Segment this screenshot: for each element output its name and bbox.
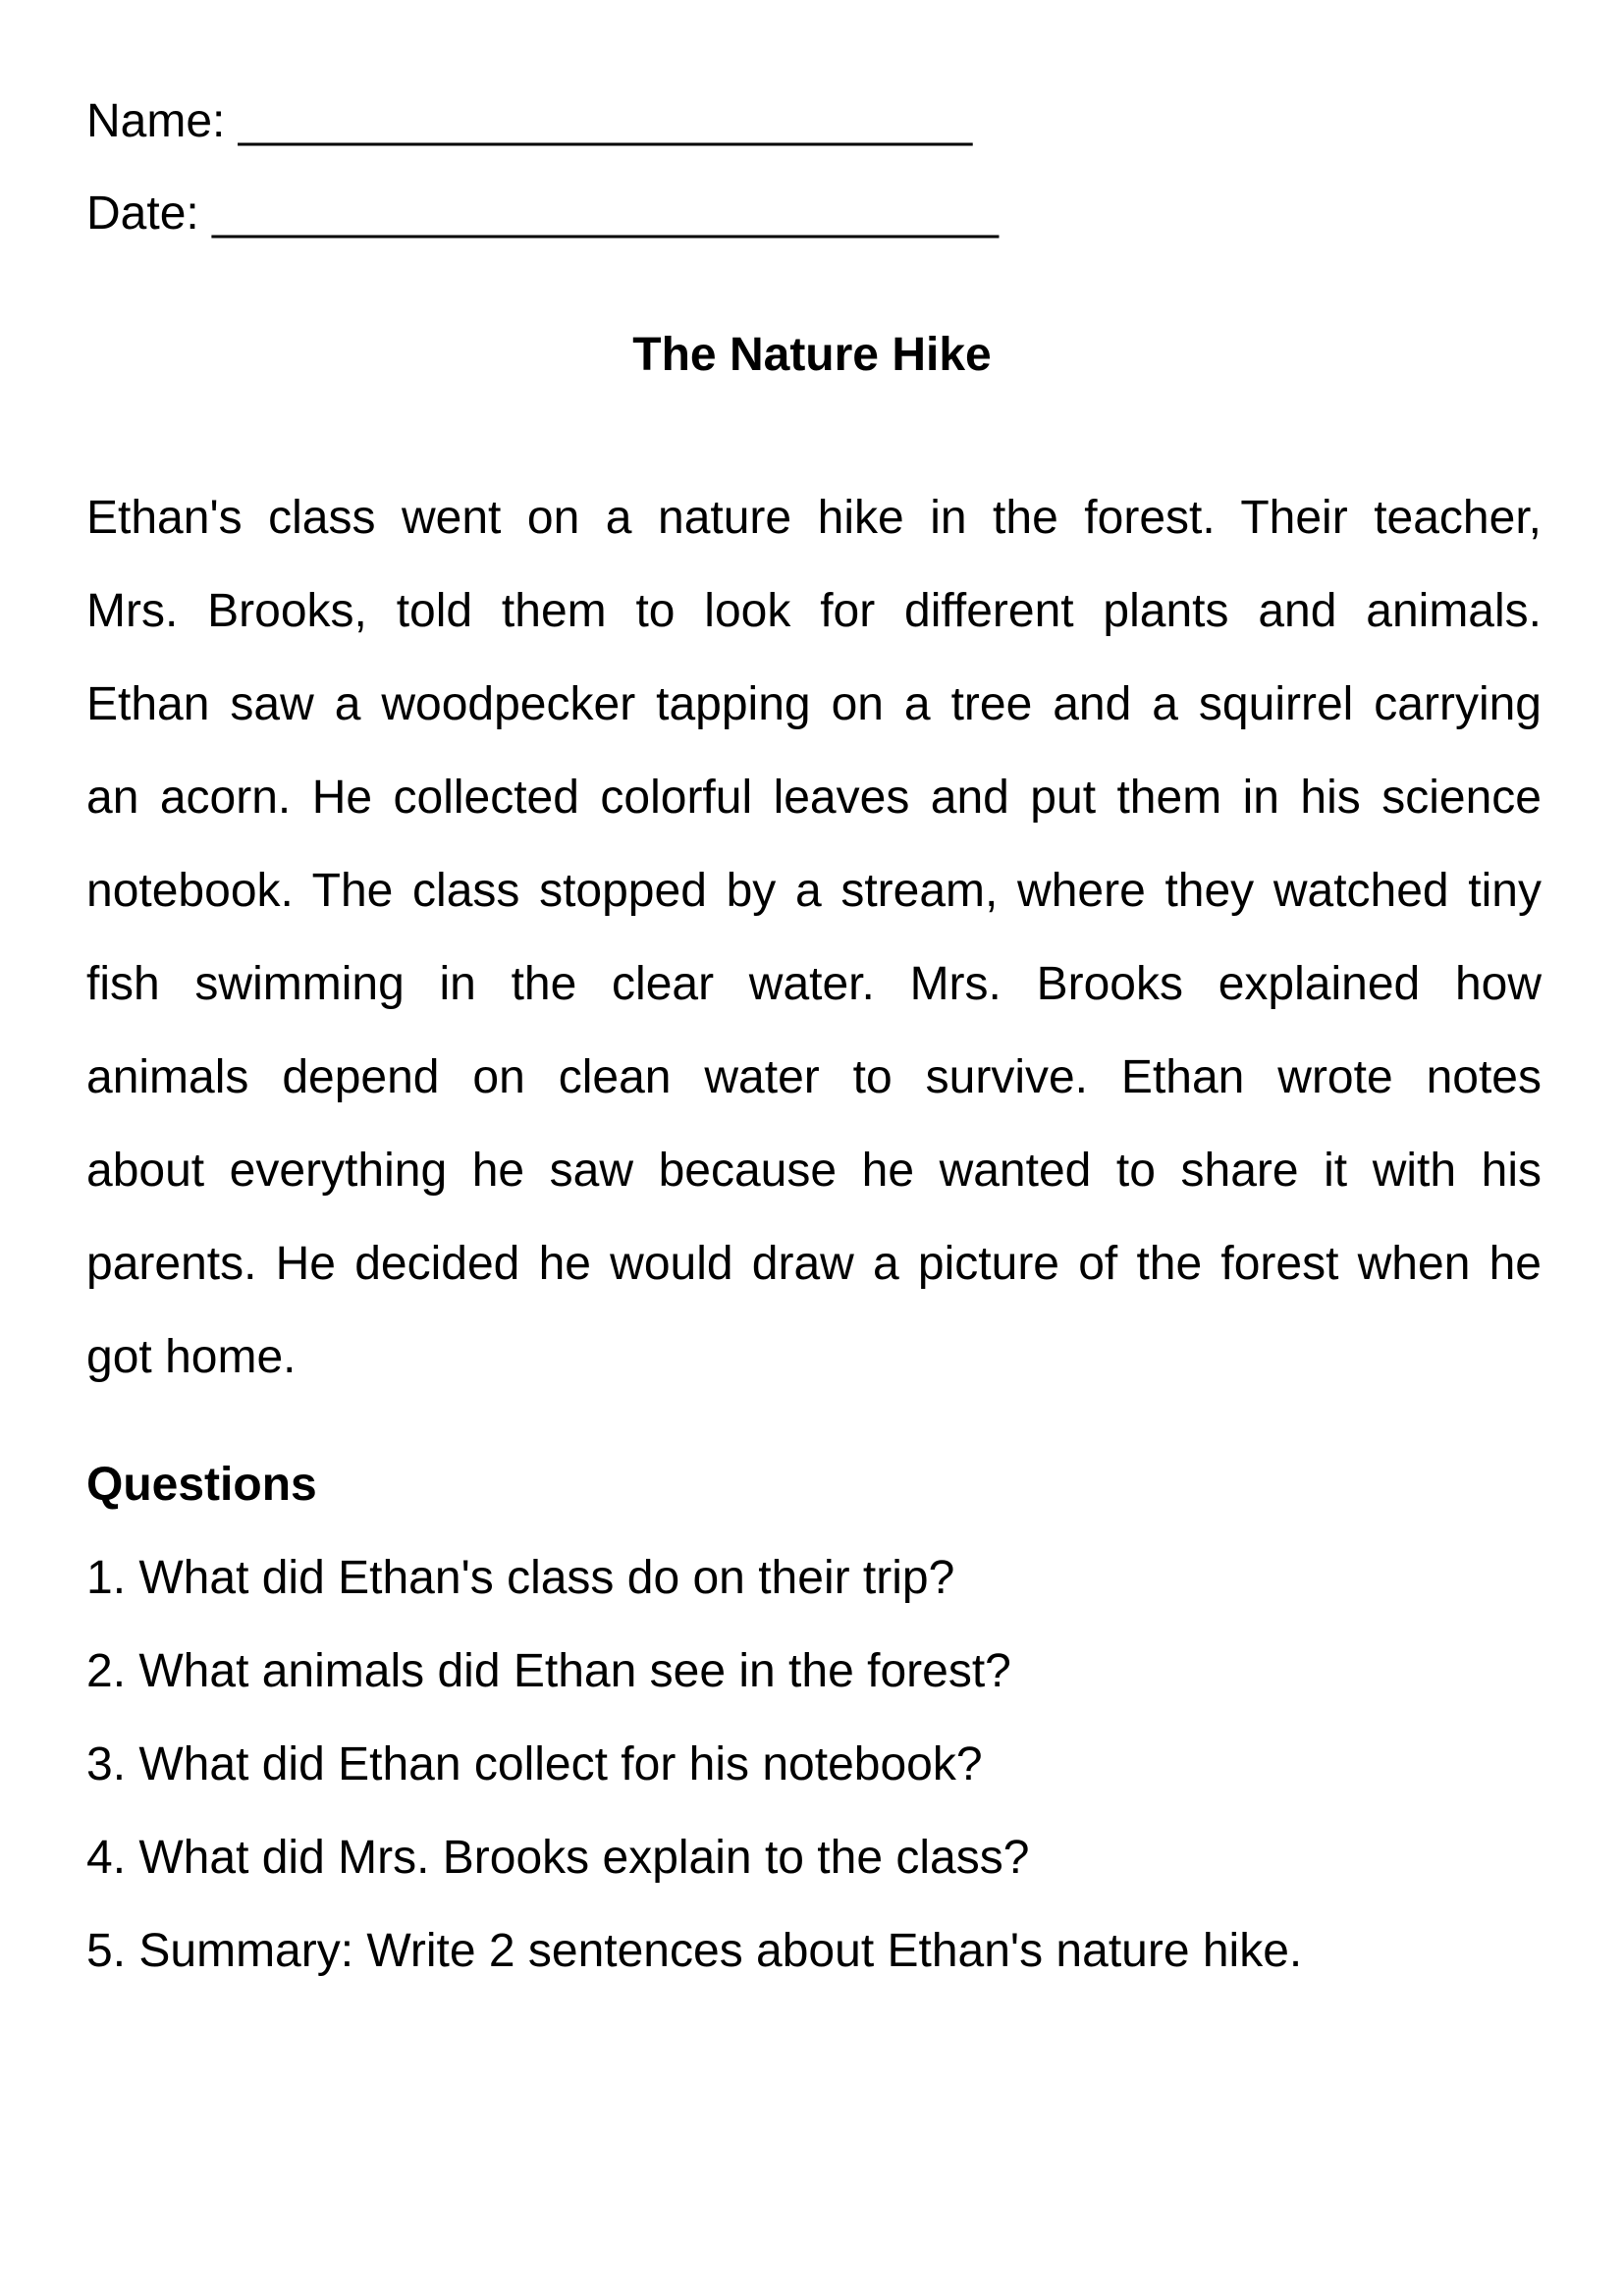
- question-item: 2. What animals did Ethan see in the forest?: [86, 1645, 1011, 1697]
- passage-line: Ethan saw a woodpecker tapping on a tree and a squirrel carrying: [86, 678, 1542, 730]
- questions-heading: Questions: [86, 1459, 317, 1511]
- date-field[interactable]: Date: ______________________________: [86, 187, 999, 240]
- passage-line: about everything he saw because he wanted to share it with his: [86, 1145, 1542, 1197]
- passage-line: fish swimming in the clear water. Mrs. Brooks explained how: [86, 958, 1542, 1010]
- passage-line: Ethan's class went on a nature hike in the forest. Their teacher,: [86, 492, 1542, 544]
- passage-line: Mrs. Brooks, told them to look for different plants and animals.: [86, 585, 1542, 637]
- name-field[interactable]: Name: ____________________________: [86, 95, 973, 147]
- passage-line: got home.: [86, 1331, 297, 1383]
- question-item: 5. Summary: Write 2 sentences about Ethan's nature hike.: [86, 1925, 1303, 1977]
- question-item: 3. What did Ethan collect for his notebook?: [86, 1738, 983, 1790]
- passage-line: animals depend on clean water to survive. Ethan wrote notes: [86, 1051, 1542, 1103]
- passage-line: notebook. The class stopped by a stream, where they watched tiny: [86, 865, 1542, 917]
- questions-list: [86, 1551, 1302, 2017]
- question-item: 4. What did Mrs. Brooks explain to the class?: [86, 1832, 1030, 1884]
- passage-line: parents. He decided he would draw a picture of the forest when he: [86, 1238, 1542, 1290]
- passage-line: an acorn. He collected colorful leaves and put them in his science: [86, 772, 1542, 824]
- story-title: The Nature Hike: [632, 329, 992, 381]
- story-passage: [86, 491, 1542, 1423]
- question-item: 1. What did Ethan's class do on their trip?: [86, 1552, 955, 1604]
